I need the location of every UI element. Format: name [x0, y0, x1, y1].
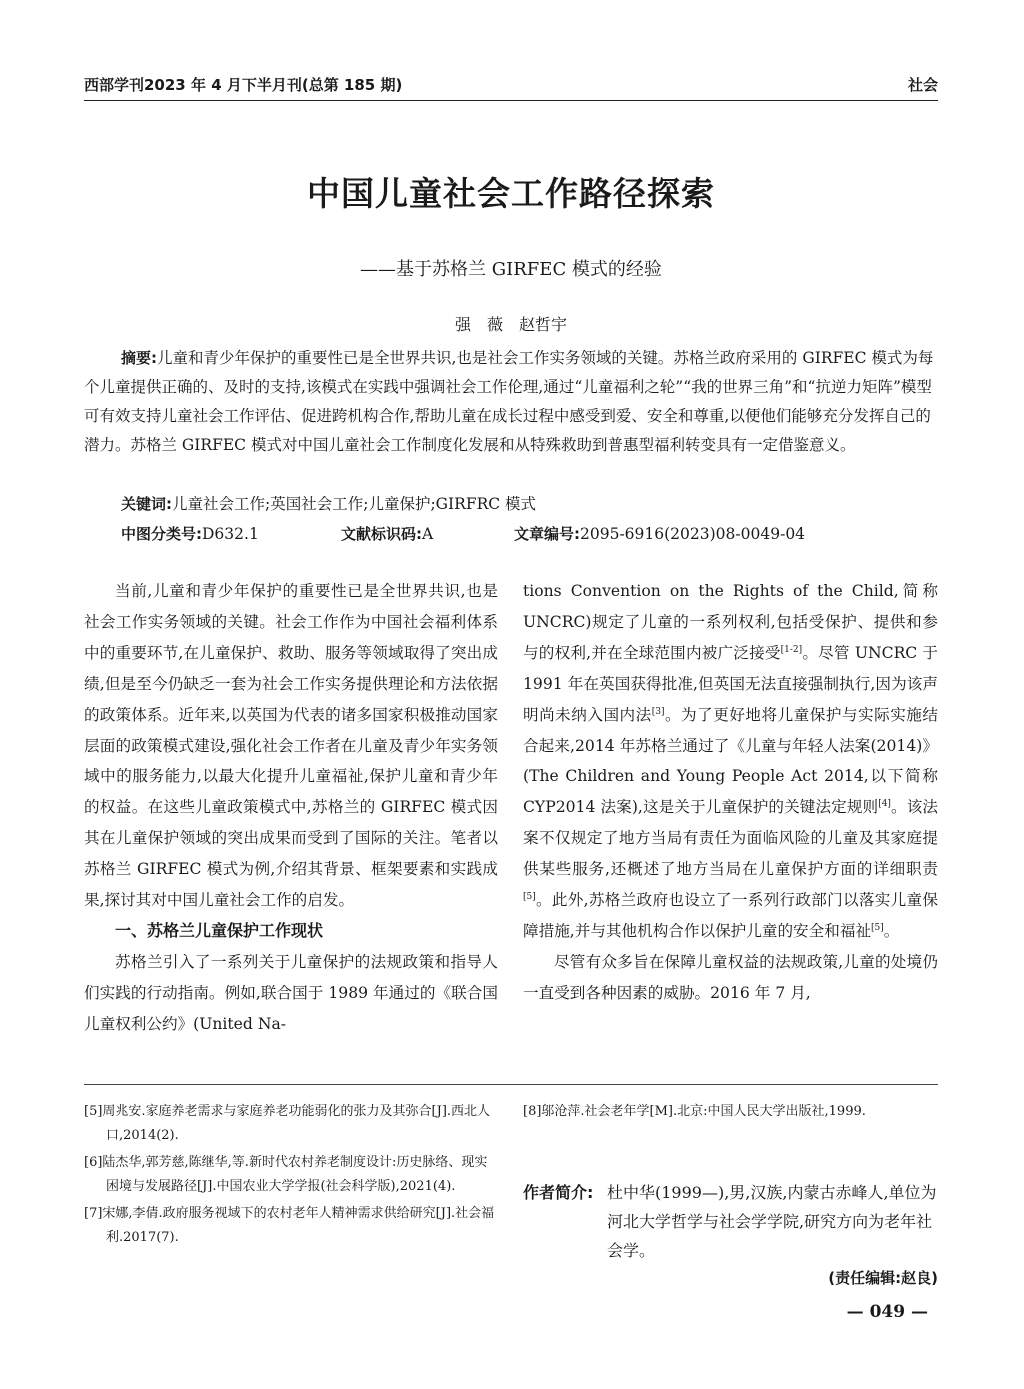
body-column-right: [523, 576, 938, 1009]
body-paragraph: 当前,儿童和青少年保护的重要性已是全世界共识,也是社会工作实务领域的关键。社会工作作为中国社会福利体系中的重要环节,在儿童保护、救助、服务等领域取得了突出成绩,但是至今仍缺乏一套为社会工作实务提供理论和方法依据的政策体系。近年来,以英国为代表的诸多国家积极推动国家层面的政策模式建设,强化社会工作者在儿童及青少年实务领域中的服务能力,以最大化提升儿童福祉,保护儿童和青少年的权益。在这些儿童政策模式中,苏格兰的 GIRFEC 模式因其在儿童保护领域的突出成果而受到了国际的关注。笔者以苏格兰 GIRFEC 模式为例,介绍其背景、框架要素和实践成果,探讨其对中国儿童社会工作的启发。: [84, 582, 498, 910]
clc-value: D632.1: [202, 525, 259, 543]
abstract-text: 儿童和青少年保护的重要性已是全世界共识,也是社会工作实务领域的关键。苏格兰政府采用的 GIRFEC 模式为每个儿童提供正确的、及时的支持,该模式在实践中强调社会工作伦理,通过“儿童福利之轮”“我的世界三角”和“抗逆力矩阵”模型可有效支持儿童社会工作评估、促进跨机构合作,帮助儿童在成长过程中感受到爱、安全和尊重,以便他们能够充分发挥自己的潜力。苏格兰 GIRFEC 模式对中国儿童社会工作制度化发展和从特殊救助到普惠型福利转变具有一定借鉴意义。: [84, 349, 934, 454]
footnote-divider: [84, 1084, 938, 1085]
abstract: [84, 344, 938, 460]
keywords-label: 关键词:: [121, 495, 172, 513]
keywords: [121, 492, 938, 514]
author-bio: [523, 1178, 938, 1265]
reference-item: [7]宋娜,李倩.政府服务视域下的农村老年人精神需求供给研究[J].社会福利.2017(7).: [84, 1206, 495, 1245]
references-left: [84, 1100, 498, 1253]
doc-value: A: [422, 525, 434, 543]
body-paragraph: 苏格兰引入了一系列关于儿童保护的法规政策和指导人们实践的行动指南。例如,联合国于 1989 年通过的《联合国儿童权利公约》(United Na-: [84, 952, 498, 1033]
references-right: [523, 1100, 938, 1128]
section-heading: 一、苏格兰儿童保护工作现状: [115, 920, 324, 940]
author-bio-text: 杜中华(1999—),男,汉族,内蒙古赤峰人,单位为河北大学哲学与社会学学院,研究方向为老年社会学。: [607, 1183, 937, 1260]
article-subtitle: ——基于苏格兰 GIRFEC 模式的经验: [360, 259, 662, 280]
journal-issue: 西部学刊2023 年 4 月下半月刊(总第 185 期): [84, 76, 403, 94]
article-number-value: 2095-6916(2023)08-0049-04: [580, 525, 806, 543]
article-title: 中国儿童社会工作路径探索: [307, 174, 715, 213]
reference-item: [8]邬沧萍.社会老年学[M].北京:中国人民大学出版社,1999.: [523, 1104, 866, 1119]
article-number: [514, 523, 805, 544]
text-run: tions Convention on the Rights of the Child,简称 UNCRC)规定了儿童的一系列权利,包括受保护、提供和参与的权利,并在全球范围内被广泛接受: [523, 582, 938, 662]
page-number: — 049 —: [846, 1302, 928, 1322]
abstract-label: 摘要:: [121, 349, 157, 367]
citation: [5]: [871, 922, 884, 933]
running-head: [84, 70, 938, 101]
text-run: 。尽管 UNCRC 于 1991 年在英国获得批准,但英国无法直接强制执行,因为该声明尚未纳入国内法: [523, 643, 938, 724]
responsible-editor: (责任编辑:赵良): [828, 1269, 938, 1287]
body-paragraph: 尽管有众多旨在保障儿童权益的法规政策,儿童的处境仍一直受到各种因素的威胁。2016 年 7 月,: [523, 952, 938, 1002]
classification-line: [121, 523, 938, 553]
keywords-text: 儿童社会工作;英国社会工作;儿童保护;GIRFRC 模式: [172, 495, 537, 513]
author-bio-label: 作者简介:: [523, 1183, 594, 1202]
text-run: 。为了更好地将儿童保护与实际实施结合起来,2014 年苏格兰通过了《儿童与年轻人法案(2014)》(The Children and Young People Act 2014,以下简称 CYP2014 法案),这是关于儿童保护的关键法定规则: [523, 705, 938, 817]
article-authors: 强 薇 赵哲宇: [454, 315, 567, 334]
citation: [5]: [523, 892, 536, 903]
doc-label: 文献标识码:: [341, 525, 422, 543]
body-paragraph: [523, 576, 938, 947]
clc-number: [121, 523, 259, 544]
text-run: 。该法案不仅规定了地方当局有责任为面临风险的儿童及其家庭提供某些服务,还概述了地方当局在儿童保护方面的详细职责: [523, 798, 938, 879]
citation: [3]: [651, 706, 665, 717]
citation: [4]: [878, 799, 891, 810]
reference-item: [6]陆杰华,郭芳慈,陈继华,等.新时代农村养老制度设计:历史脉络、现实困境与发展路径[J].中国农业大学学报(社会科学版),2021(4).: [84, 1155, 488, 1194]
article-number-label: 文章编号:: [514, 525, 580, 543]
clc-label: 中图分类号:: [121, 525, 202, 543]
document-code: [341, 523, 433, 544]
reference-item: [5]周兆安.家庭养老需求与家庭养老功能弱化的张力及其弥合[J].西北人口,2014(2).: [84, 1104, 491, 1143]
text-run: 。: [883, 921, 900, 940]
section-label: 社会: [907, 76, 938, 94]
citation: [1-2]: [780, 644, 803, 655]
body-column-left: [84, 576, 498, 1040]
text-run: 。此外,苏格兰政府也设立了一系列行政部门以落实儿童保障措施,并与其他机构合作以保护儿童的安全和福祉: [523, 891, 938, 940]
